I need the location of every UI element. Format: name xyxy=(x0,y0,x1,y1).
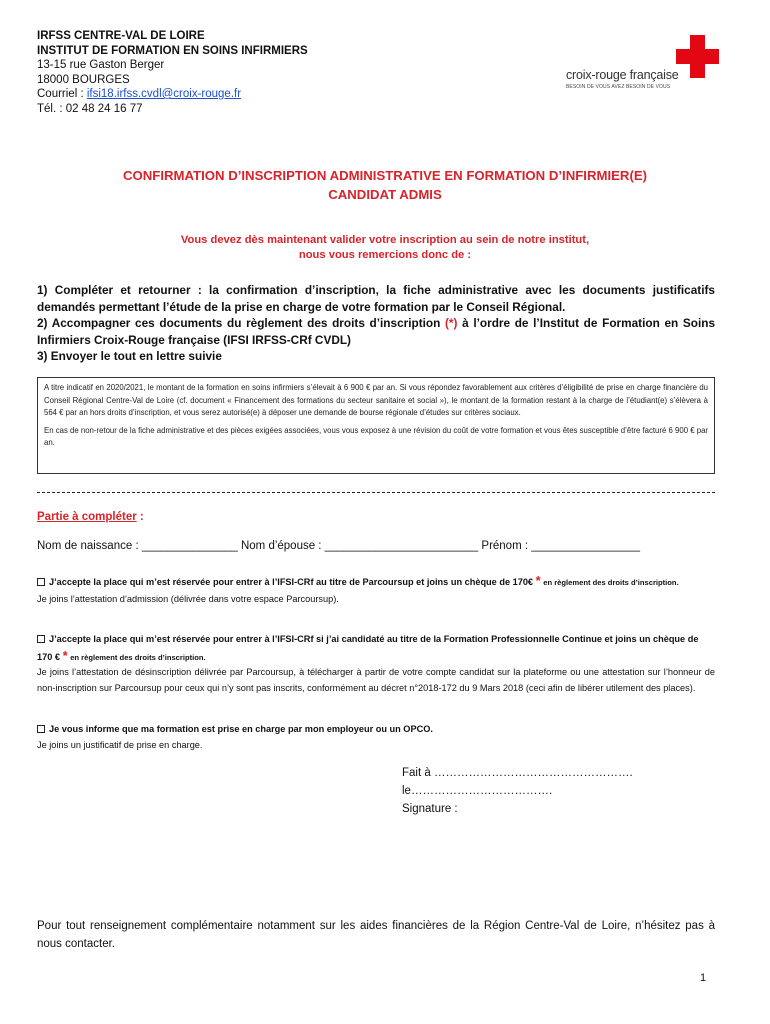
option-fpc-detail: Je joins l’attestation de désinscription délivrée par Parcoursup, à télécharger à partir de votre compte candidat sur la plateforme ou une attestation sur l’honneur de non-inscription sur Parcoursup pour ceux qui n’y sont pas inscrits, conformément au décret n°2018-172 du 9 Mars 2018 (ceci afin de libérer utilement des places). xyxy=(37,667,715,693)
red-cross-logo-icon xyxy=(676,35,719,78)
contact-note: Pour tout renseignement complémentaire notamment sur les aides financières de la Région Centre-Val de Loire, n’hésitez pas à nous contacter. xyxy=(37,920,715,950)
email-link[interactable]: ifsi18.irfss.cvdl@croix-rouge.fr xyxy=(86,88,242,100)
option-employer-detail: Je joins un justificatif de prise en charge. xyxy=(37,739,203,750)
logo-tagline: BESOIN DE VOUS AVEZ BESOIN DE VOUS xyxy=(566,84,671,90)
asterisk-mark: * xyxy=(62,647,68,663)
option-parcoursup-small: en règlement des droits d’inscription. xyxy=(543,578,679,587)
title-line-1: CONFIRMATION D’INSCRIPTION ADMINISTRATIVE EN FORMATION D’INFIRMIER(E) xyxy=(122,168,648,183)
checkbox-continuing-education[interactable] xyxy=(37,635,45,643)
option-parcoursup-detail: Je joins l’attestation d’admission (délivrée dans votre espace Parcoursup). xyxy=(37,593,339,604)
option-continuing-education xyxy=(37,632,715,696)
address-street: 13-15 rue Gaston Berger xyxy=(37,59,165,71)
page-number: 1 xyxy=(700,972,707,984)
signature-block xyxy=(402,764,633,818)
section-heading-colon: : xyxy=(136,511,144,523)
cost-notice-box xyxy=(37,377,715,474)
option-employer-line xyxy=(37,722,715,738)
title-line-2: CANDIDAT ADMIS xyxy=(328,187,442,202)
notice-paragraph-2: En cas de non-retour de la fiche administrative et des pièces exigées associées, vous vous exposez à une révision du coût de votre formation et vous êtes susceptible d’être facturé 6 900 € par an. xyxy=(44,425,708,447)
asterisk-note: (*) xyxy=(445,316,458,330)
option-fpc-line xyxy=(37,632,715,665)
step-1: 1) Compléter et retourner : la confirmation d’inscription, la fiche administrative avec les documents justificatifs demandés permettant l’étude de la prise en charge de votre formation par le Conseil Régional. xyxy=(37,283,715,314)
asterisk-mark: * xyxy=(535,573,541,588)
signature-field[interactable]: Signature : xyxy=(402,803,458,815)
step-2-text-a: 2) Accompagner ces documents du règlement des droits d’inscription xyxy=(37,316,445,330)
email-label: Courriel : xyxy=(37,88,87,100)
step-2-text-b: à l’ordre de l’Institut de Formation en Soins Infirmiers Croix-Rouge française (IFSI IRFSS-CRf CVDL) xyxy=(37,316,716,347)
phone-line: Tél. : 02 48 24 16 77 xyxy=(37,102,143,115)
identity-fields[interactable]: Nom de naissance : _______________ Nom d’épouse : ________________________ Prénom : _________________ xyxy=(37,540,640,552)
cut-line-divider xyxy=(37,492,715,493)
option-fpc-label: J’accepte la place qui m’est réservée pour entrer à l’IFSI-CRf si j’ai candidaté au titre de la Formation Professionnelle Continue et joins un chèque de 170 € xyxy=(37,634,699,662)
option-parcoursup xyxy=(37,573,715,607)
section-heading xyxy=(37,511,144,523)
checkbox-employer-funding[interactable] xyxy=(37,725,45,733)
option-fpc-small: en règlement des droits d’inscription. xyxy=(70,652,206,662)
step-3: 3) Envoyer le tout en lettre suivie xyxy=(37,349,222,363)
address-city: 18000 BOURGES xyxy=(37,73,130,86)
notice-paragraph-1: A titre indicatif en 2020/2021, le montant de la formation en soins infirmiers s’élevait à 6 900 € par an. Si vous répondez favorablement aux critères d’éligibilité de prise en charge financière du Conseil Régional Centre-Val de Loire (cf. document « Financement des formations du secteur sanitaire et social »), le montant de la formation restant à la charge de l’étudiant(e) s’élèvera à 564 € par an hors droits d’inscription, et vous serez autorisé(e) à déposer une demande de bourse régionale d’études sur critères sociaux. xyxy=(44,383,708,417)
instruction-intro xyxy=(40,233,730,263)
logo-wordmark: croix-rouge française xyxy=(566,68,679,82)
section-heading-label: Partie à compléter xyxy=(37,511,137,523)
institute-header xyxy=(37,29,308,116)
option-employer-label: Je vous informe que ma formation est prise en charge par mon employeur ou un OPCO. xyxy=(49,724,433,734)
email-line xyxy=(37,87,308,102)
option-parcoursup-line xyxy=(37,573,715,591)
place-field[interactable]: Fait à ……………………………………………. xyxy=(402,767,633,779)
option-parcoursup-label: J’accepte la place qui m’est réservée pour entrer à l’IFSI-CRf au titre de Parcoursup et joins un chèque de 170€ xyxy=(49,577,534,587)
date-field[interactable]: le………………………………. xyxy=(402,785,553,797)
document-title xyxy=(40,166,730,204)
institute-name: INSTITUT DE FORMATION EN SOINS INFIRMIERS xyxy=(37,44,308,57)
step-2 xyxy=(37,315,715,348)
steps-list xyxy=(37,282,715,365)
intro-line-2: nous vous remercions donc de : xyxy=(298,249,472,261)
option-employer-funding xyxy=(37,722,715,753)
org-name: IRFSS CENTRE-VAL DE LOIRE xyxy=(37,30,205,42)
intro-line-1: Vous devez dès maintenant valider votre inscription au sein de notre institut, xyxy=(180,234,590,246)
checkbox-parcoursup[interactable] xyxy=(37,578,45,586)
